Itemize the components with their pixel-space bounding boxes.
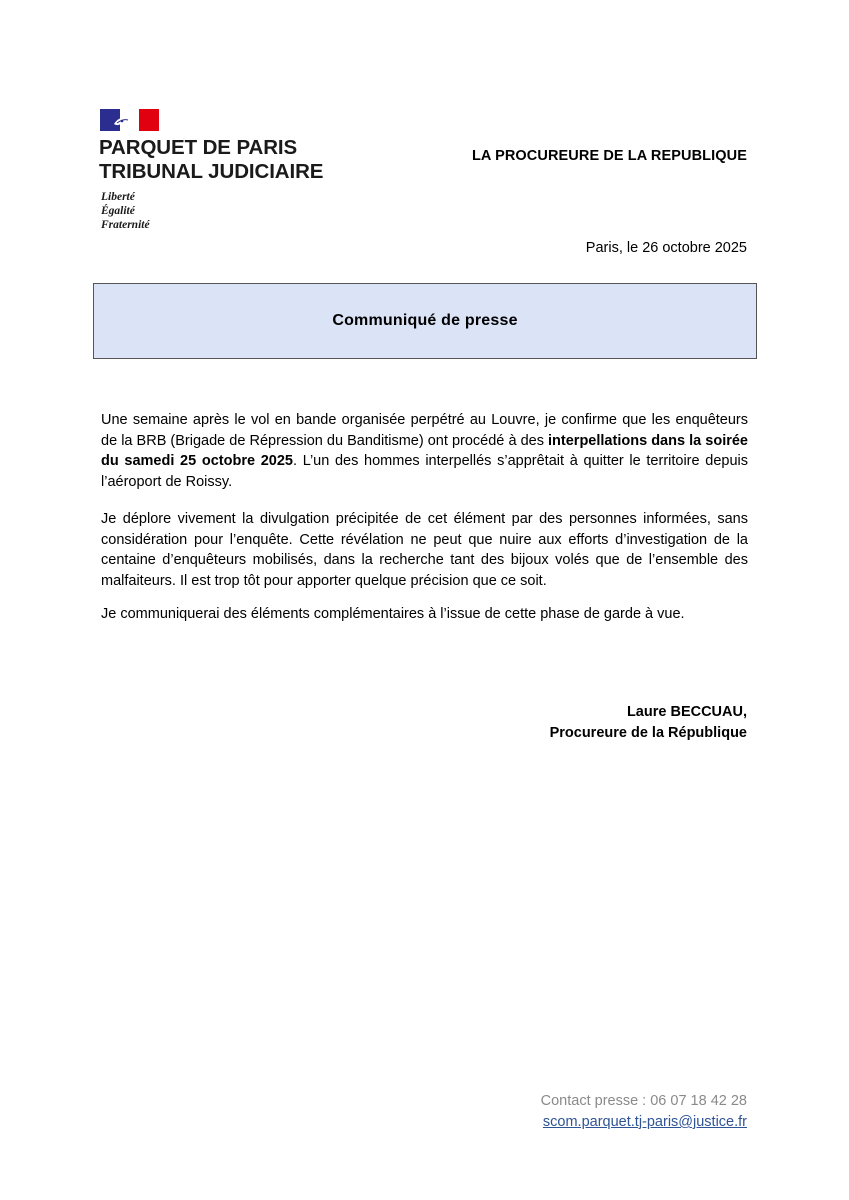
- paragraph-1: [101, 410, 748, 492]
- press-release-banner: [93, 283, 757, 359]
- press-contact: [541, 1091, 747, 1133]
- paragraph-1-bold: interpellations dans la soirée du samedi 25 octobre 2025: [101, 432, 748, 469]
- motto-liberte: Liberté: [101, 191, 135, 203]
- press-contact-email-link[interactable]: scom.parquet.tj-paris@justice.fr: [542, 1114, 747, 1130]
- signature-block: [550, 702, 747, 744]
- authority-heading: LA PROCUREURE DE LA REPUBLIQUE: [471, 148, 747, 164]
- organization-line-1: PARQUET DE PARIS: [99, 136, 298, 159]
- document-date: Paris, le 26 octobre 2025: [585, 240, 747, 256]
- signatory-name: Laure BECCUAU,: [626, 704, 747, 720]
- paragraph-1-text-a: Une semaine après le vol en bande organisée perpétré au Louvre, je confirme que les enquêteurs de la BRB (Brigade de Répression du Banditisme) ont procédé à des: [101, 412, 748, 449]
- motto-fraternite: Fraternité: [101, 219, 150, 231]
- press-contact-phone: Contact presse : 06 07 18 42 28: [540, 1093, 747, 1109]
- paragraph-3: Je communiquerai des éléments complémentaires à l’issue de cette phase de garde à vue.: [101, 606, 685, 622]
- paragraph-1-text-b: . L’un des hommes interpellés s’apprêtait à quitter le territoire depuis l’aéroport de Roissy.: [101, 453, 748, 490]
- press-release-title: Communiqué de presse: [332, 312, 518, 329]
- paragraph-2: Je déplore vivement la divulgation précipitée de cet élément par des personnes informées, sans considération pour l’enquête. Cette révélation ne peut que nuire aux efforts d’investigation de la centaine d’enquêteurs mobilisés, dans la recherche tant des bijoux volés que de l’ensemble des malfaiteurs. Il est trop tôt pour apporter quelque précision que ce soit.: [101, 511, 748, 589]
- motto-egalite: Égalité: [101, 205, 135, 217]
- signatory-title: Procureure de la République: [549, 725, 747, 741]
- organization-line-2: TRIBUNAL JUDICIAIRE: [99, 160, 324, 183]
- marianne-logo-icon: [100, 109, 159, 131]
